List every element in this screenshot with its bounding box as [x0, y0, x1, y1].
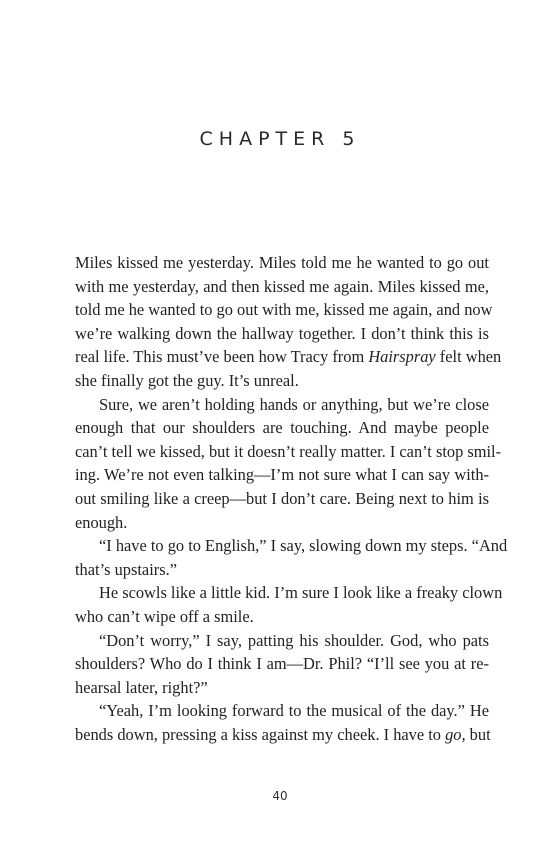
text-line-tail: felt when: [435, 347, 502, 367]
text-line-content: hearsal later, right?”: [75, 677, 208, 697]
text-line-content: He scowls like a little kid. I’m sure I look like a freaky clown: [99, 583, 503, 603]
text-line-content: she finally got the guy. It’s unreal.: [75, 370, 299, 390]
text-line: [75, 416, 489, 440]
page-number: 40: [272, 789, 288, 803]
italic-text: Hairspray: [368, 347, 436, 367]
text-line: [75, 652, 489, 676]
text-line: [75, 676, 489, 700]
text-line-content: ing. We’re not even talking—I’m not sure what I can say with-: [75, 465, 489, 485]
text-line-content: “Yeah, I’m looking forward to the musical of the day.” He: [99, 701, 489, 721]
text-line: [75, 629, 489, 653]
italic-text: go,: [445, 724, 466, 744]
text-line: [75, 393, 489, 417]
text-line: [75, 440, 502, 464]
text-line: [75, 369, 489, 393]
text-line: [75, 487, 489, 511]
text-line-content: with me yesterday, and then kissed me again. Miles kissed me,: [75, 276, 489, 296]
text-line: [75, 345, 502, 369]
text-line-content: enough.: [75, 512, 128, 532]
text-line-content: we’re walking down the hallway together. I don’t think this is: [75, 323, 489, 343]
text-line: [75, 298, 493, 322]
text-line-content: who can’t wipe off a smile.: [75, 606, 254, 626]
text-line: [75, 251, 489, 275]
text-line-tail: but: [465, 724, 491, 744]
text-line: [75, 275, 489, 299]
text-line: [75, 511, 489, 535]
text-line-content: that’s upstairs.”: [75, 559, 177, 579]
text-line-content: shoulders? Who do I think I am—Dr. Phil? “I’ll see you at re-: [75, 654, 489, 674]
text-line-content: real life. This must’ve been how Tracy from: [75, 347, 369, 367]
text-line: [75, 581, 503, 605]
text-line-content: out smiling like a creep—but I don’t care. Being next to him is: [75, 488, 489, 508]
text-line-content: “Don’t worry,” I say, patting his shoulder. God, who pats: [99, 630, 489, 650]
text-line: [75, 699, 489, 723]
text-line: [75, 605, 489, 629]
text-line-content: Miles kissed me yesterday. Miles told me he wanted to go out: [75, 253, 489, 272]
text-line-content: “I have to go to English,” I say, slowing down my steps. “And: [99, 536, 508, 556]
body-text: [75, 251, 508, 746]
text-line-content: can’t tell we kissed, but it doesn’t really matter. I can’t stop smil-: [75, 441, 502, 461]
text-line-content: told me he wanted to go out with me, kissed me again, and now: [75, 300, 493, 320]
text-line: [75, 558, 489, 582]
text-line-content: bends down, pressing a kiss against my cheek. I have to: [75, 724, 446, 744]
text-line: [75, 723, 489, 747]
text-line-content: enough that our shoulders are touching. And maybe people: [75, 418, 489, 438]
text-line: [75, 463, 489, 487]
chapter-heading: CHAPTER 5: [199, 128, 361, 150]
text-line-content: Sure, we aren’t holding hands or anything, but we’re close: [99, 394, 489, 414]
text-line: [75, 322, 489, 346]
text-line: [75, 534, 508, 558]
